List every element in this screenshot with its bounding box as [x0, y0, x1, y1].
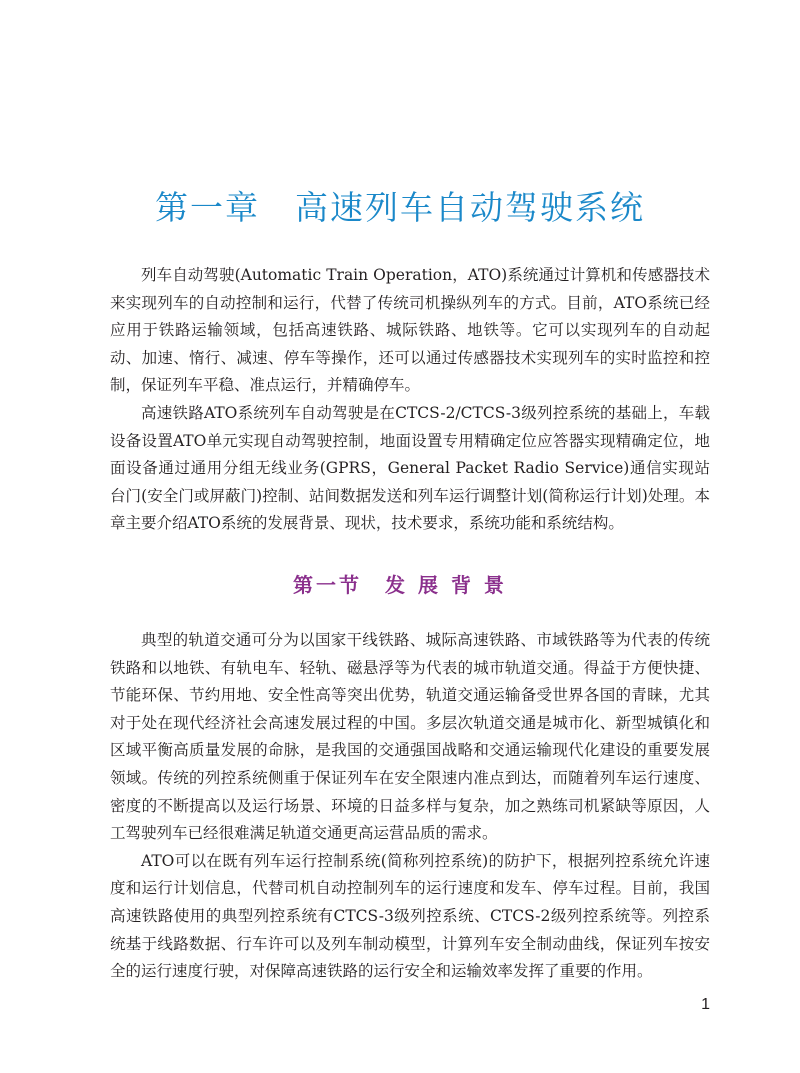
page-number: 1: [701, 996, 710, 1013]
chapter-title: 第一章 高速列车自动驾驶系统: [155, 188, 645, 227]
section-paragraph-2: ATO可以在既有列车运行控制系统(简称列控系统)的防护下，根据列控系统允许速度和运行计划信息，代替司机自动控制列车的运行速度和发车、停车过程。目前，我国高速铁路使用的典型列控系统有CTCS-3级列控系统、CTCS-2级列控系统等。列控系统基于线路数据、行车许可以及列车制动模型，计算列车安全制动曲线，保证列车按安全的运行速度行驶，对保障高速铁路的运行安全和运输效率发挥了重要的作用。: [110, 851, 710, 981]
section-text-block: [110, 627, 710, 986]
intro-paragraph-2: 高速铁路ATO系统列车自动驾驶是在CTCS-2/CTCS-3级列控系统的基础上，车载设备设置ATO单元实现自动驾驶控制，地面设置专用精确定位应答器实现精确定位，地面设备通过通用分组无线业务(GPRS，General Packet Radio Service)通信实现站台门(安全门或屏蔽门)控制、站间数据发送和列车运行调整计划(简称运行计划)处理。本章主要介绍ATO系统的发展背景、现状，技术要求，系统功能和系统结构。: [110, 403, 710, 533]
section-title: 第一节 发 展 背 景: [293, 573, 507, 597]
intro-paragraph-1: 列车自动驾驶(Automatic Train Operation，ATO)系统通过计算机和传感器技术来实现列车的自动控制和运行，代替了传统司机操纵列车的方式。目前，ATO系统已经应用于铁路运输领域，包括高速铁路、城际铁路、地铁等。它可以实现列车的自动起动、加速、惰行、减速、停车等操作，还可以通过传感器技术实现列车的实时监控和控制，保证列车平稳、准点运行，并精确停车。: [110, 266, 710, 395]
section-paragraph-1: 典型的轨道交通可分为以国家干线铁路、城际高速铁路、市域铁路等为代表的传统铁路和以地铁、有轨电车、轻轨、磁悬浮等为代表的城市轨道交通。得益于方便快捷、节能环保、节约用地、安全性高等突出优势，轨道交通运输备受世界各国的青睐，尤其对于处在现代经济社会高速发展过程的中国。多层次轨道交通是城市化、新型城镇化和区域平衡高质量发展的命脉，是我国的交通强国战略和交通运输现代化建设的重要发展领域。传统的列控系统侧重于保证列车在安全限速内准点到达，而随着列车运行速度、密度的不断提高以及运行场景、环境的日益多样与复杂，加之熟练司机紧缺等原因，人工驾驶列车已经很难满足轨道交通更高运营品质的需求。: [110, 631, 710, 843]
intro-text-block: [110, 262, 710, 538]
